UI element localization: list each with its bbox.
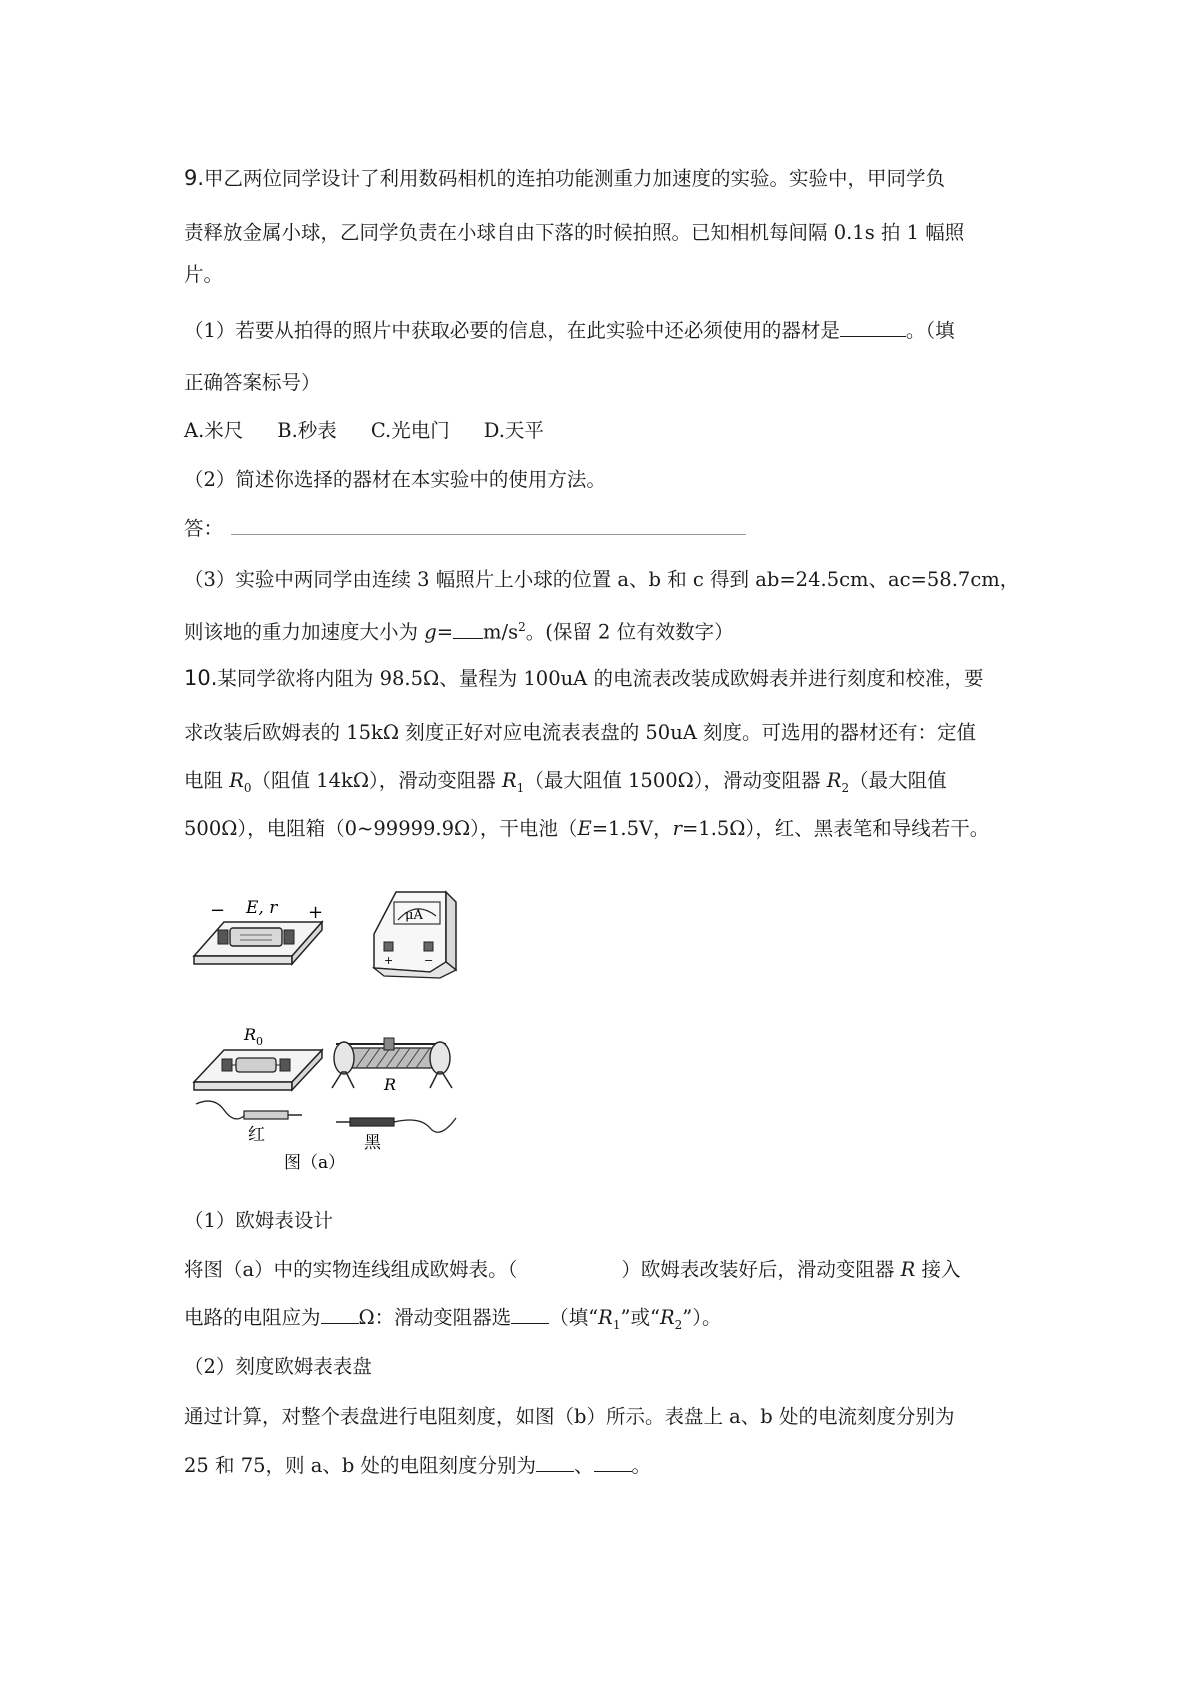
red-probe (196, 1101, 302, 1145)
equals: = (436, 620, 454, 644)
q10-text: （最大阻值 1500Ω），滑动变阻器 (524, 769, 827, 792)
svg-text:−: − (424, 954, 434, 967)
r2-subscript: 2 (841, 780, 850, 795)
resistance-a-blank[interactable] (536, 1453, 574, 1472)
q9-stem-text1: 甲乙两位同学设计了利用数码相机的连拍功能测重力加速度的实验。实验中，甲同学负 (204, 167, 946, 190)
q10-text: （阻值 14kΩ），滑动变阻器 (251, 769, 502, 792)
meter-label: μA (405, 908, 423, 923)
minus-sign: − (210, 900, 226, 921)
q9-options (184, 418, 578, 444)
q10-part1-text: 电路的电阻应为 (184, 1306, 321, 1329)
q9-part3-blank[interactable] (453, 620, 483, 639)
q10-text: （最大阻值 (849, 769, 947, 792)
r1-symbol: R (598, 1306, 613, 1329)
r0-label-sub: 0 (256, 1035, 263, 1048)
q9-stem-line1 (184, 165, 945, 192)
q9-stem-line2: 责释放金属小球，乙同学负责在小球自由下落的时候拍照。已知相机每间隔 0.1s 拍 1 幅照 (184, 221, 965, 244)
q10-text: =1.5V， (591, 817, 673, 840)
q9-part3-line2 (184, 614, 734, 646)
q9-option-b[interactable]: B.秒表 (277, 419, 337, 442)
microammeter (374, 892, 456, 978)
q10-part1-line2 (184, 1305, 722, 1338)
q10-part2-line2 (184, 1453, 651, 1479)
q10-part1-text: 接入 (915, 1258, 961, 1281)
q9-option-a[interactable]: A.米尺 (184, 419, 244, 442)
battery-label: E, r (246, 898, 278, 918)
q9-option-d[interactable]: D.天平 (483, 419, 544, 442)
r1-subscript: 1 (612, 1317, 621, 1332)
q10-part2-text: 。 (631, 1454, 652, 1477)
q9-stem-line3: 片。 (184, 263, 224, 286)
r0-symbol: R (229, 769, 244, 792)
q10-part1-text: ）欧姆表改装好后，滑动变阻器 (621, 1258, 901, 1281)
r1-symbol: R (501, 769, 517, 792)
resistance-b-blank[interactable] (594, 1453, 632, 1472)
q9-option-c[interactable]: C.光电门 (370, 419, 450, 442)
q9-part3-tail: 。(保留 2 位有效数字） (525, 620, 734, 644)
q9-part2: （2）简述你选择的器材在本实验中的使用方法。 (184, 468, 606, 491)
r1-subscript: 1 (516, 780, 525, 795)
q10-part1-text: （填“ (549, 1306, 599, 1329)
q10-part1-text: ”）。 (682, 1306, 722, 1329)
q9-part3-line1: （3）实验中两同学由连续 3 幅照片上小球的位置 a、b 和 c 得到 ab=24.5cm、ac=58.7cm， (184, 568, 1020, 591)
q9-part1-line1 (184, 318, 955, 344)
answer-label: 答： (184, 517, 224, 540)
black-label: 黑 (364, 1133, 381, 1153)
q10-stem-line2: 求改装后欧姆表的 15kΩ 刻度正好对应电流表表盘的 50uA 刻度。可选用的器材还有：定值 (184, 721, 977, 744)
q10-stem-line4 (184, 816, 989, 842)
rheostat-label: R (384, 1075, 397, 1094)
q10-part2-text: 、 (574, 1454, 594, 1477)
q9-part1-text-tail: 。（填 (905, 319, 955, 342)
q10-text: 电阻 (184, 769, 230, 792)
figure-caption: 图（a） (284, 1153, 346, 1173)
q10-text: 500Ω），电阻箱（0~99999.9Ω），干电池（ (184, 817, 578, 840)
r0-board (194, 1025, 322, 1090)
q10-part1-text: ”或“ (620, 1306, 660, 1329)
q9-answer-line (184, 516, 746, 542)
unit-exponent: 2 (518, 620, 526, 634)
rheostat-choice-blank[interactable] (511, 1305, 549, 1324)
q10-part2-line1: 通过计算，对整个表盘进行电阻刻度，如图（b）所示。表盘上 a、b 处的电流刻度分别为 (184, 1405, 955, 1428)
q10-part1-title: （1）欧姆表设计 (184, 1209, 333, 1232)
q10-stem-line3 (184, 768, 947, 801)
emf-symbol: E (577, 817, 592, 840)
r2-symbol: R (826, 769, 842, 792)
r0-subscript: 0 (243, 780, 252, 795)
q10-stem-text1: 某同学欲将内阻为 98.5Ω、量程为 100uA 的电流表改装成欧姆表并进行刻度和校准，要 (217, 667, 984, 690)
q9-part1-text: （1）若要从拍得的照片中获取必要的信息，在此实验中还必须使用的器材是 (184, 319, 840, 342)
rheostat (332, 1038, 452, 1094)
g-symbol: g (424, 620, 437, 644)
figure-a-drawing (184, 878, 484, 1178)
unit: m/s (483, 620, 519, 644)
r0-label: R (244, 1025, 257, 1044)
red-label: 红 (248, 1125, 265, 1145)
answer-blank[interactable] (231, 518, 746, 535)
q9-part3-text: 则该地的重力加速度大小为 (184, 620, 425, 644)
q9-part1-blank[interactable] (840, 318, 906, 337)
battery-board (194, 898, 323, 964)
q10-part2-title: （2）刻度欧姆表表盘 (184, 1355, 372, 1378)
plus-sign: + (308, 902, 324, 923)
q10-number: 10. (184, 666, 218, 690)
q10-part2-text: 25 和 75，则 a、b 处的电阻刻度分别为 (184, 1454, 537, 1477)
r2-subscript: 2 (674, 1317, 683, 1332)
svg-text:+: + (384, 954, 394, 967)
r-symbol: R (900, 1258, 916, 1281)
q10-part1-text: Ω：滑动变阻器选 (358, 1306, 512, 1329)
q10-stem-line1 (184, 665, 983, 692)
resistance-blank[interactable] (321, 1305, 359, 1324)
q10-text: =1.5Ω），红、黑表笔和导线若干。 (681, 817, 990, 840)
q10-part1-line1 (184, 1257, 960, 1283)
figure-a (184, 878, 484, 1182)
q9-number: 9. (184, 166, 205, 190)
internal-r-symbol: r (672, 817, 682, 840)
black-probe (336, 1118, 456, 1153)
q9-part1-line2: 正确答案标号） (184, 371, 321, 394)
q10-part1-text: 将图（a）中的实物连线组成欧姆表。（ (184, 1258, 518, 1281)
r2-symbol: R (659, 1306, 675, 1329)
